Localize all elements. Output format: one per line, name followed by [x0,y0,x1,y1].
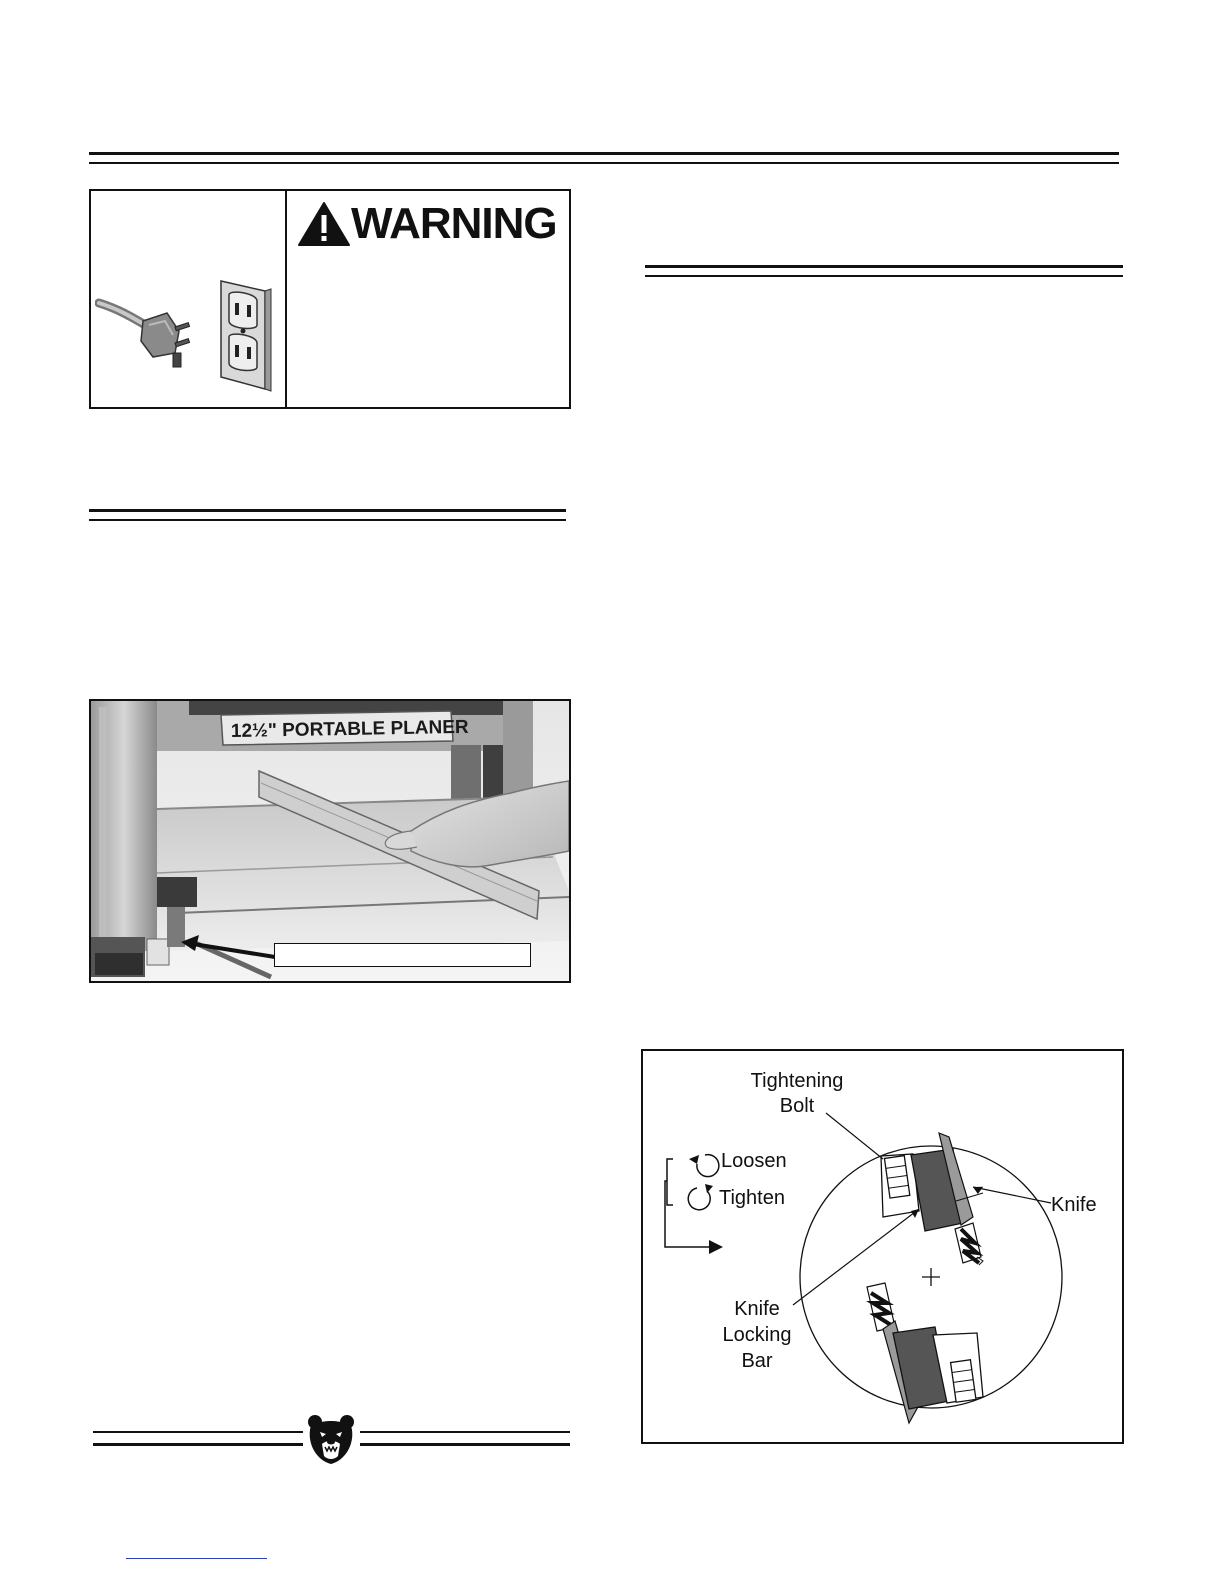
footer-rule-right-bottom [360,1443,570,1446]
warning-heading [297,201,557,247]
loosen-label: Loosen [721,1150,787,1172]
left-section-rule-bottom [89,519,566,521]
header-rule-bottom [89,162,1119,164]
plug-outlet-illustration [95,271,283,399]
warning-heading-text: WARNING [351,199,557,248]
knife-label: Knife [1051,1194,1097,1216]
link-underline [126,1558,267,1559]
wall-outlet-icon [221,281,271,391]
knife-locking-bar-label-line1: Knife [734,1298,780,1320]
tightening-bolt-label-line2: Bolt [779,1095,815,1117]
arrow-right-icon [709,1240,723,1254]
bear-head-logo [306,1412,356,1466]
rotate-cw-icon [688,1184,713,1210]
center-mark [922,1268,940,1286]
photo-callout-label-box [274,943,531,967]
right-section-rule-top [645,265,1123,268]
left-section-rule-top [89,509,566,512]
upper-knife-assembly [881,1133,983,1265]
knife-diagram-figure [641,1049,1124,1444]
knife-locking-bar-label-line2: Locking [722,1324,792,1346]
warning-box-divider [285,191,287,407]
tighten-label: Tighten [719,1187,785,1209]
planer-photo [91,701,569,981]
lower-knife-assembly [867,1283,983,1423]
power-plug-icon [99,303,190,367]
footer-rule-left-bottom [93,1443,303,1446]
header-rule-top [89,152,1119,155]
knife-diagram [643,1051,1122,1442]
footer-rule-right-top [360,1431,570,1433]
legend-bracket [665,1159,709,1247]
right-section-rule-bottom [645,275,1123,277]
warning-box [89,189,571,409]
warning-triangle-icon [297,201,351,247]
tightening-bolt-label-line1: Tightening [750,1070,844,1092]
planer-photo-figure [89,699,571,983]
planer-banner-text: 12½" PORTABLE PLANER [230,716,469,742]
rotate-ccw-icon [689,1155,719,1177]
knife-locking-bar-label-line3: Bar [741,1350,773,1372]
footer-rule-left-top [93,1431,303,1433]
